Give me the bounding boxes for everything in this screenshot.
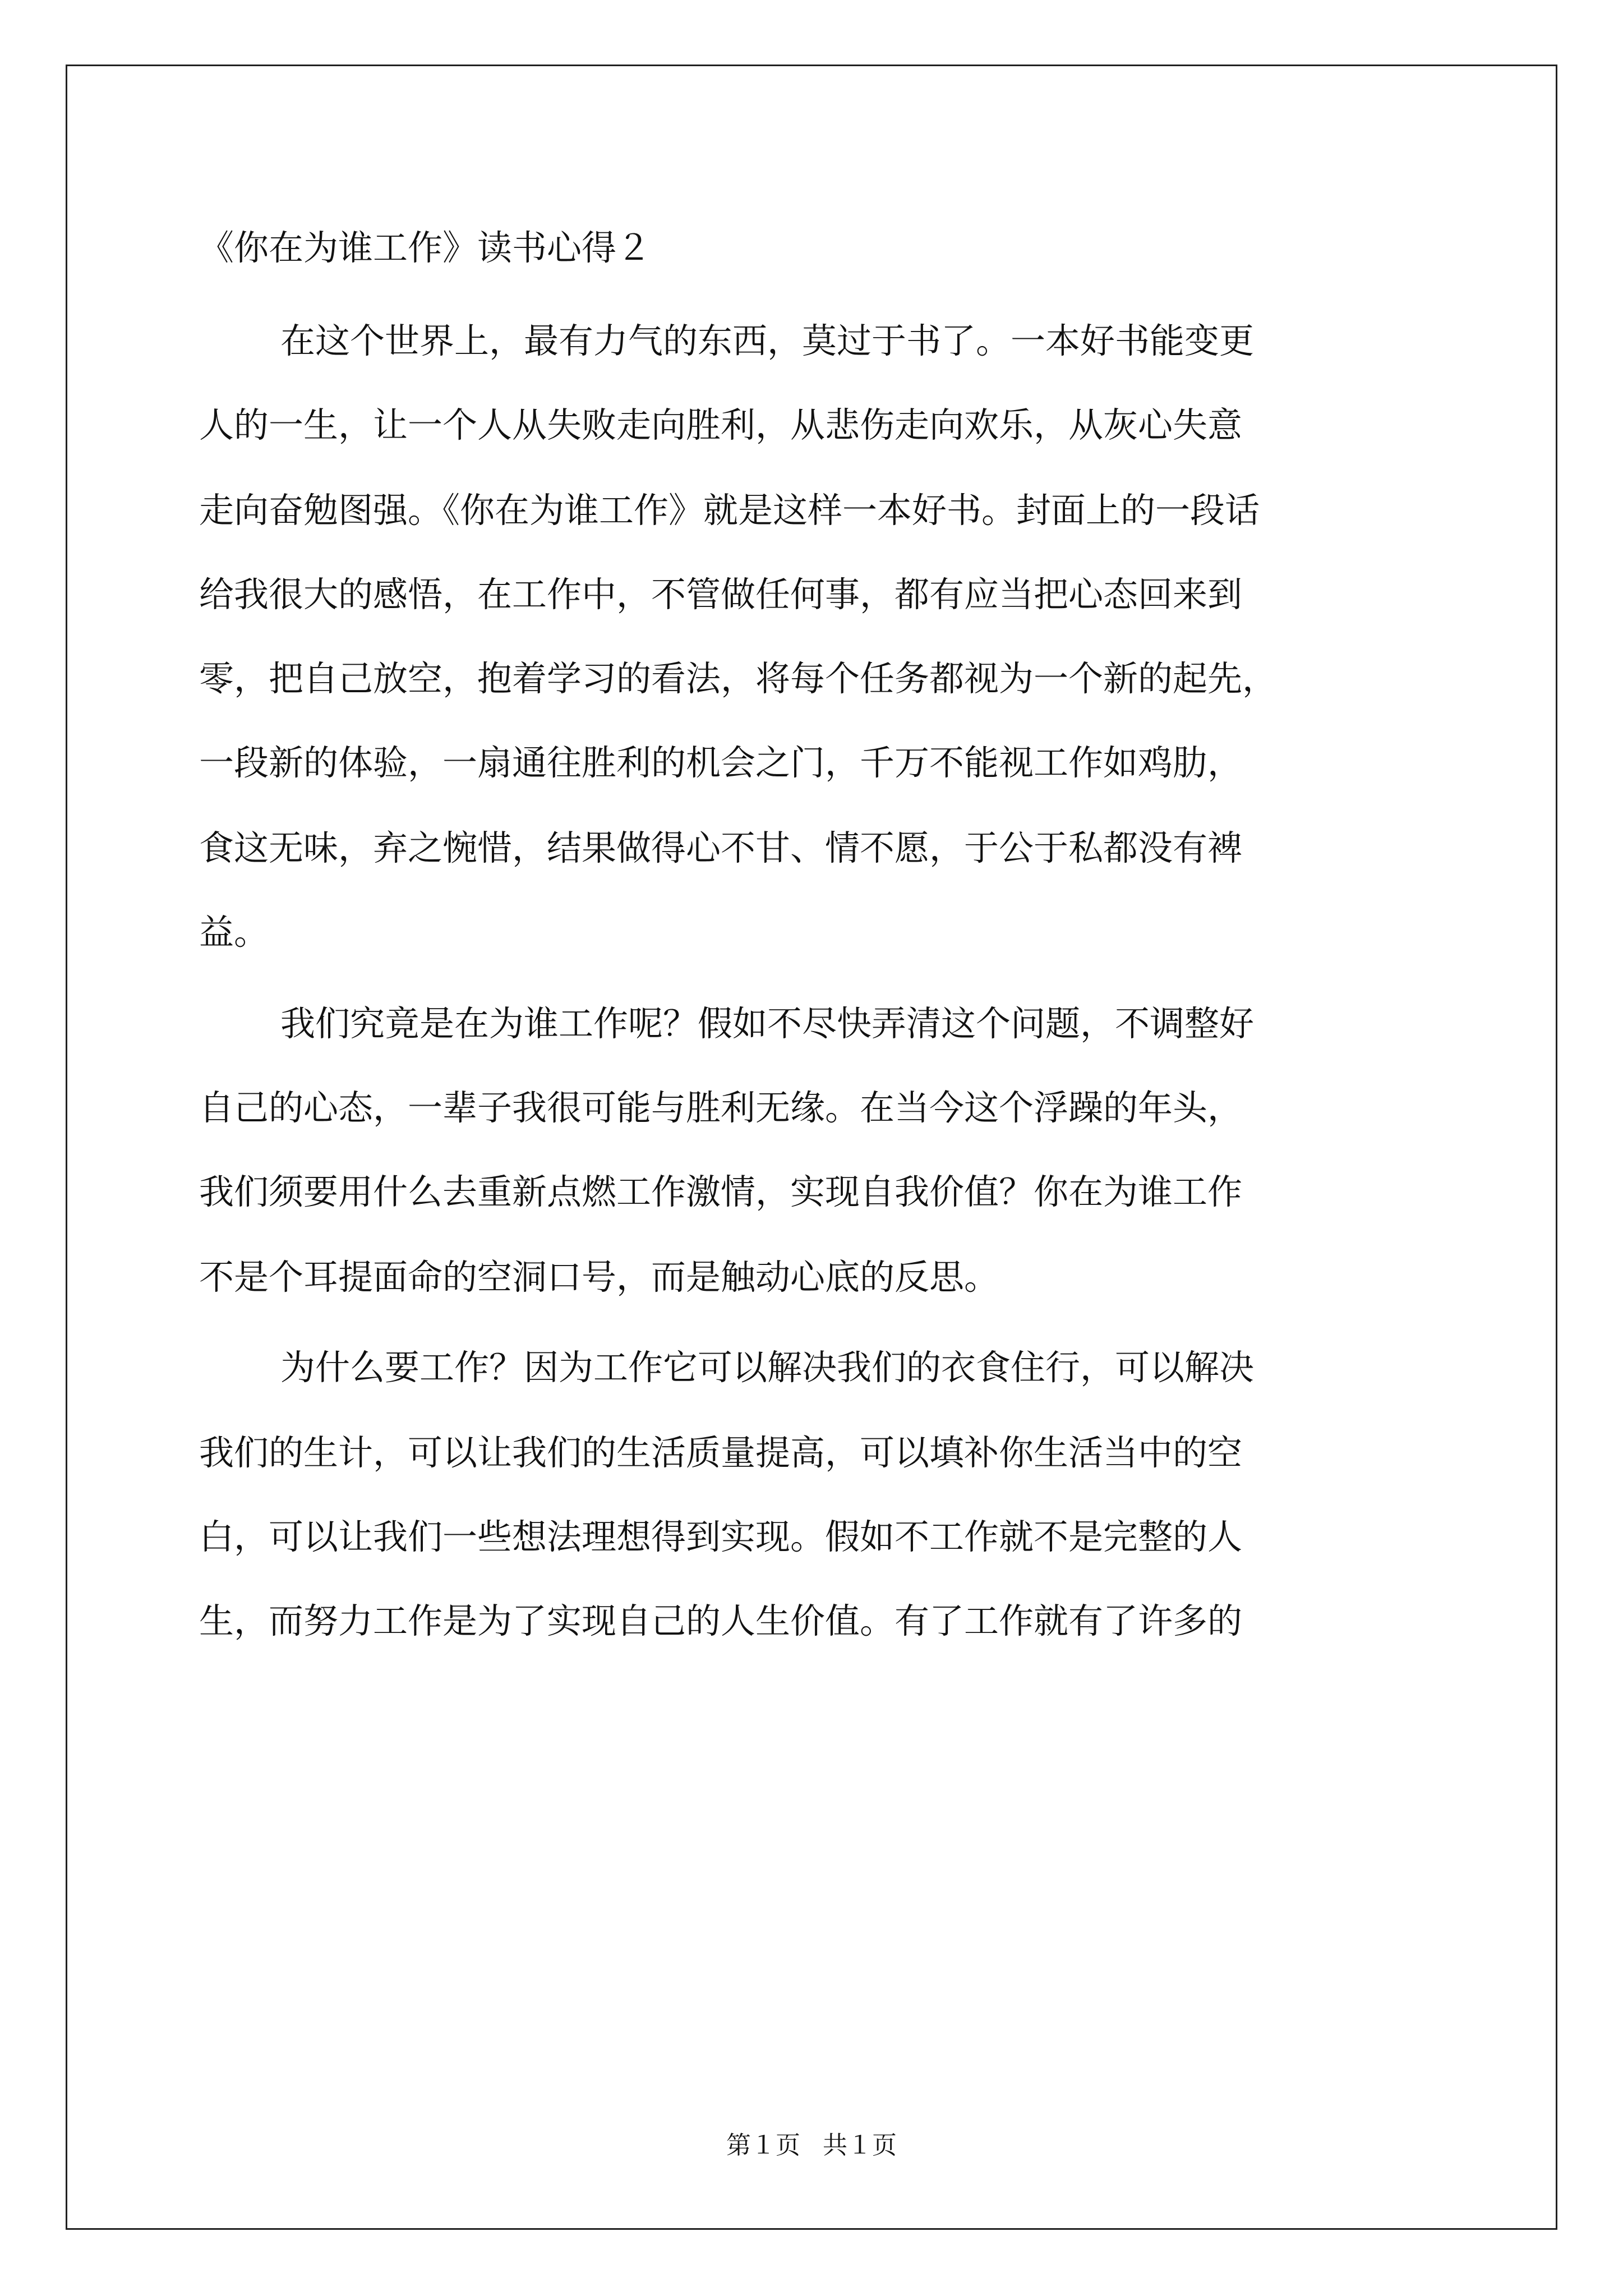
paragraph-1-line-2: 人的一生，让一个人从失败走向胜利，从悲伤走向欢乐，从灰心失意	[199, 404, 1243, 445]
paragraph-3-line-3: 白，可以让我们一些想法理想得到实现。假如不工作就不是完整的人	[199, 1516, 1243, 1557]
paragraph-1-line-1: 在这个世界上，最有力气的东西，莫过于书了。一本好书能变更	[280, 320, 1255, 361]
page-number: 第１页	[726, 2131, 800, 2160]
page-footer	[0, 2129, 1623, 2162]
page-border	[66, 65, 1557, 2230]
paragraph-2-line-2: 自己的心态，一辈子我很可能与胜利无缘。在当今这个浮躁的年头，	[199, 1087, 1243, 1128]
paragraph-3-line-1: 为什么要工作？因为工作它可以解决我们的衣食住行，可以解决	[280, 1347, 1255, 1388]
page-total: 共１页	[823, 2131, 897, 2160]
paragraph-1-line-7: 食这无味，弃之惋惜，结果做得心不甘、情不愿，于公于私都没有裨	[199, 827, 1243, 868]
paragraph-1-line-5: 零，把自己放空，抱着学习的看法，将每个任务都视为一个新的起先，	[199, 658, 1278, 699]
paragraph-3-line-2: 我们的生计，可以让我们的生活质量提高，可以填补你生活当中的空	[199, 1432, 1243, 1473]
paragraph-2-line-1: 我们究竟是在为谁工作呢？假如不尽快弄清这个问题，不调整好	[280, 1003, 1255, 1044]
paragraph-1-line-6: 一段新的体验，一扇通往胜利的机会之门，千万不能视工作如鸡肋，	[199, 742, 1243, 783]
paragraph-2-line-4: 不是个耳提面命的空洞口号，而是触动心底的反思。	[199, 1257, 999, 1297]
paragraph-1-line-3: 走向奋勉图强。《你在为谁工作》就是这样一本好书。封面上的一段话	[199, 490, 1260, 531]
paragraph-2-line-3: 我们须要用什么去重新点燃工作激情，实现自我价值？你在为谁工作	[199, 1171, 1243, 1212]
paragraph-3-line-4: 生，而努力工作是为了实现自己的人生价值。有了工作就有了许多的	[199, 1600, 1243, 1641]
document-title: 《你在为谁工作》读书心得２	[199, 227, 652, 268]
paragraph-1-line-8: 益。	[199, 912, 269, 953]
paragraph-1-line-4: 给我很大的感悟，在工作中，不管做任何事，都有应当把心态回来到	[199, 574, 1243, 615]
